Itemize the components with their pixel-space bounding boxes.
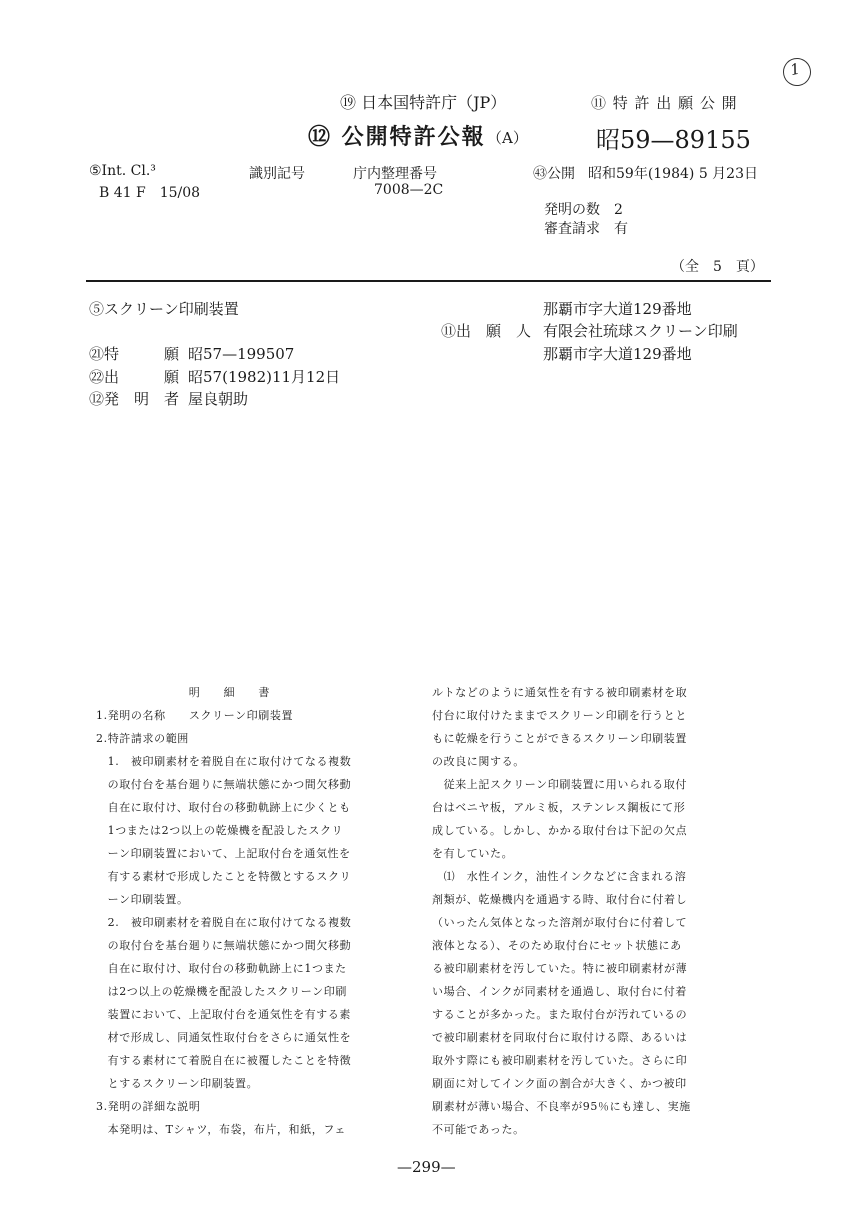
page-count: （全 5 頁） [671, 259, 764, 275]
text-line: 自在に取付け、取付台の移動軌跡上に1つまた [96, 962, 347, 975]
text-line: 3.発明の詳細な説明 [96, 1100, 201, 1113]
office-ref-label: 庁内整理番号 [353, 166, 437, 182]
application-number-label: ㉑特 願 [89, 345, 180, 363]
publication-date-value: 昭和59年(1984) 5 月23日 [588, 166, 758, 182]
text-line: ーン印刷装置において、上記取付台を通気性を [96, 847, 351, 860]
page-number: —299— [397, 1158, 456, 1176]
text-line: 成している。しかし、かかる取付台は下記の欠点 [432, 824, 688, 837]
publication-date-label: ㊸公開 [533, 166, 575, 182]
publication-number: 昭59—89155 [596, 126, 751, 154]
right-text-column [432, 681, 691, 1141]
text-line: 1つまたは2つ以上の乾燥機を配設したスクリ [96, 824, 344, 837]
gazette-title: ⑫ 公開特許公報 [308, 124, 486, 150]
text-line: することが多かった。また取付台が汚れているの [432, 1008, 688, 1021]
text-line: ーン印刷装置。 [96, 893, 189, 906]
text-line: 刷素材が薄い場合、不良率が95％にも達し、実施 [432, 1100, 691, 1113]
text-line: 装置において、上記取付台を通気性を有する素 [96, 1008, 351, 1021]
left-text-column [96, 681, 351, 1141]
text-line: 不可能であった。 [432, 1123, 525, 1136]
text-line: 刷面に対してインク面の割合が大きく、かつ被印 [432, 1077, 687, 1090]
text-line: 本発明は、Tシャツ，布袋，布片，和紙，フェ [96, 1123, 346, 1136]
number-of-inventions: 発明の数 2 [544, 202, 623, 218]
header-divider [86, 280, 771, 282]
corner-mark-text: 1 [788, 59, 802, 80]
text-line: の改良に関する。 [432, 755, 525, 768]
applicant-name: 有限会社琉球スクリーン印刷 [543, 322, 738, 340]
filing-date-value: 昭57(1982)11月12日 [188, 368, 341, 386]
text-line: 剤類が、乾燥機内を通過する時、取付台に付着し [432, 893, 688, 906]
text-line: の取付台を基台廻りに無端状態にかつ間欠移動 [96, 778, 352, 791]
text-line: 材で形成し、同通気性取付台をさらに通気性を [96, 1031, 352, 1044]
text-line: とするスクリーン印刷装置。 [96, 1077, 259, 1090]
inventor-label: ⑫発 明 者 [89, 390, 180, 408]
text-line: 1. 被印刷素材を着脱自在に取付けてなる複数 [96, 755, 352, 768]
text-line: 有する素材で形成したことを特徴とするスクリ [96, 870, 352, 883]
text-line: 従来上記スクリーン印刷装置に用いられる取付 [432, 778, 687, 791]
text-line: 有する素材にて着脱自在に被覆したことを特徴 [96, 1054, 352, 1067]
applicant-label: ⑪出 願 人 [441, 322, 532, 340]
text-line: 2. 被印刷素材を着脱自在に取付けてなる複数 [96, 916, 352, 929]
text-line: で被印刷素材を同取付台に取付ける際、あるいは [432, 1031, 688, 1044]
patent-office: ⑲ 日本国特許庁（JP） [340, 93, 507, 112]
office-ref-value: 7008—2C [374, 182, 444, 198]
text-line: は2つ以上の乾燥機を配設したスクリーン印刷 [96, 985, 347, 998]
text-line: い場合、インクが同素材を通過し、取付台に付着 [432, 985, 687, 998]
text-line: 液体となる）、そのため取付台にセット状態にあ [432, 939, 682, 952]
applicant-address-1: 那覇市字大道129番地 [543, 300, 692, 318]
text-line: 台はベニヤ板，アルミ板，ステンレス鋼板にて形 [432, 801, 686, 814]
text-line: る被印刷素材を汚していた。特に被印刷素材が薄 [432, 962, 688, 975]
publication-type: ⑪ 特 許 出 願 公 開 [591, 94, 738, 112]
inventor-value: 屋良朝助 [188, 390, 249, 408]
text-line: 自在に取付け、取付台の移動軌跡上に少くとも [96, 801, 351, 814]
text-line: 1.発明の名称 スクリーン印刷装置 [96, 709, 294, 722]
text-line: の取付台を基台廻りに無端状態にかつ間欠移動 [96, 939, 352, 952]
text-line: ⑴ 水性インク，油性インクなどに含まれる溶 [432, 870, 687, 883]
int-cl-label: ⑤Int. Cl.³ [89, 163, 156, 179]
text-line: 取外す際にも被印刷素材を汚していた。さらに印 [432, 1054, 688, 1067]
text-line: 付台に取付けたままでスクリーン印刷を行うとと [432, 709, 687, 722]
page-corner-mark [780, 55, 813, 88]
gazette-kind: （A） [487, 129, 528, 147]
int-cl-value: B 41 F 15/08 [99, 185, 201, 201]
application-number-value: 昭57—199507 [188, 345, 295, 363]
text-line: ルトなどのように通気性を有する被印刷素材を取 [432, 686, 688, 699]
text-line: を有していた。 [432, 847, 514, 860]
text-line: もに乾燥を行うことができるスクリーン印刷装置 [432, 732, 687, 745]
text-line: （いったん気体となった溶剤が取付台に付着して [432, 916, 688, 929]
filing-date-label: ㉒出 願 [89, 368, 180, 386]
applicant-address-2: 那覇市字大道129番地 [543, 345, 692, 363]
examination-request: 審査請求 有 [544, 221, 628, 237]
text-line: 明 細 書 [96, 686, 270, 699]
text-line: 2.特許請求の範囲 [96, 732, 189, 745]
id-code-label: 識別記号 [249, 166, 305, 182]
invention-title: ⑤スクリーン印刷装置 [89, 300, 239, 318]
